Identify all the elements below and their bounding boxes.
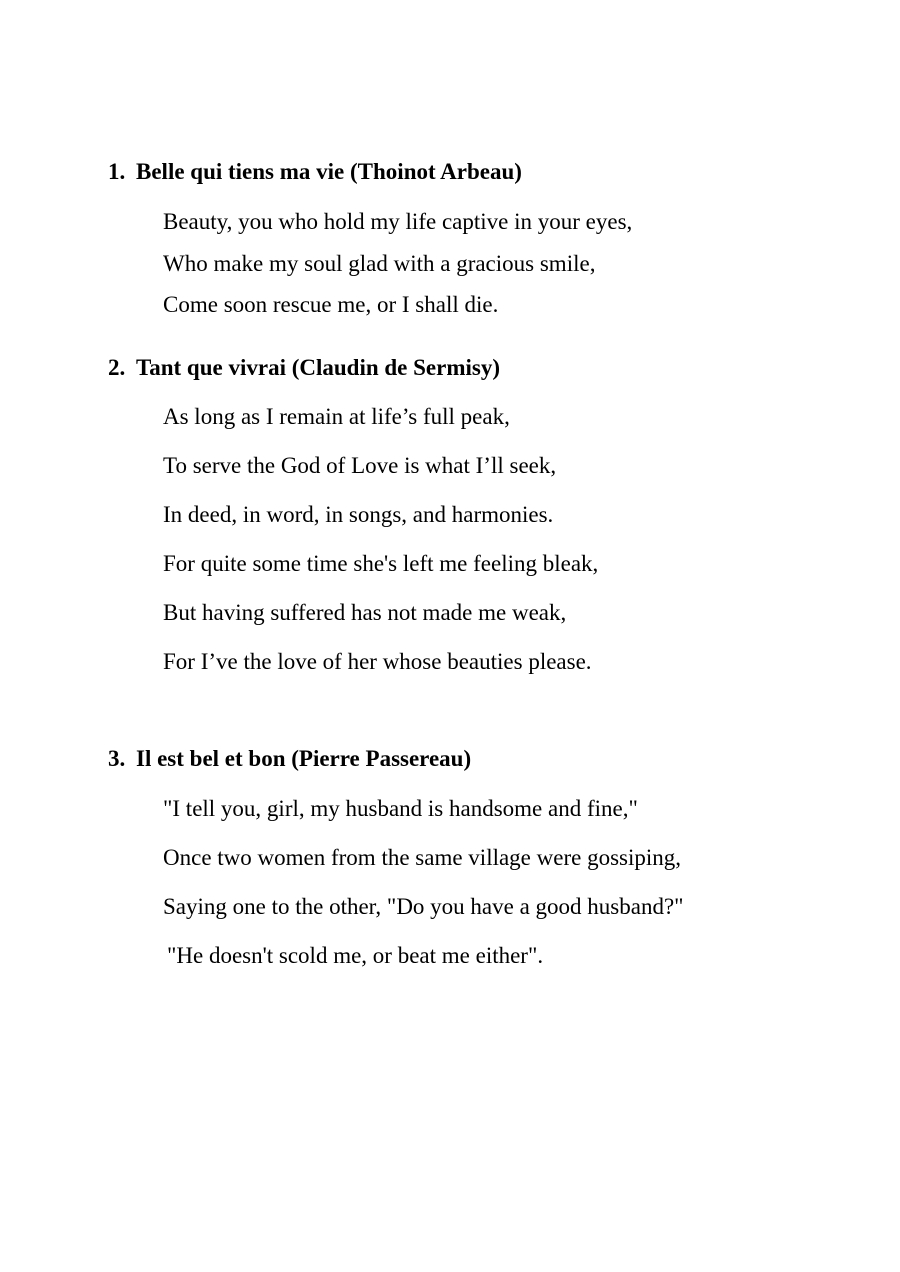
song-1-line-1: Beauty, you who hold my life captive in your eyes, [163,209,633,234]
song-2-heading [108,354,500,382]
song-1-number: 1. [108,159,126,184]
song-3-line-4: "He doesn't scold me, or beat me either". [167,943,544,968]
song-2-title: Tant que vivrai (Claudin de Sermisy) [136,355,501,380]
song-3-number: 3. [108,746,126,771]
song-2-line-1: As long as I remain at life’s full peak, [163,404,510,429]
song-3-line-3: Saying one to the other, "Do you have a good husband?" [163,894,684,919]
song-1-heading [108,158,522,186]
song-3-title: Il est bel et bon (Pierre Passereau) [136,746,472,771]
song-2-line-4: For quite some time she's left me feeling bleak, [163,551,599,576]
song-3-line-1: "I tell you, girl, my husband is handsome and fine," [163,796,638,821]
song-2-line-2: To serve the God of Love is what I’ll seek, [163,453,557,478]
song-3-line-2: Once two women from the same village were gossiping, [163,845,682,870]
song-2-line-6: For I’ve the love of her whose beauties please. [163,649,592,674]
song-1-line-2: Who make my soul glad with a gracious smile, [163,251,596,276]
song-3-heading [108,745,471,773]
song-1-title: Belle qui tiens ma vie (Thoinot Arbeau) [136,159,522,184]
song-2-number: 2. [108,355,126,380]
song-2-line-3: In deed, in word, in songs, and harmonies. [163,502,554,527]
song-1-line-3: Come soon rescue me, or I shall die. [163,292,499,317]
song-2-line-5: But having suffered has not made me weak, [163,600,567,625]
